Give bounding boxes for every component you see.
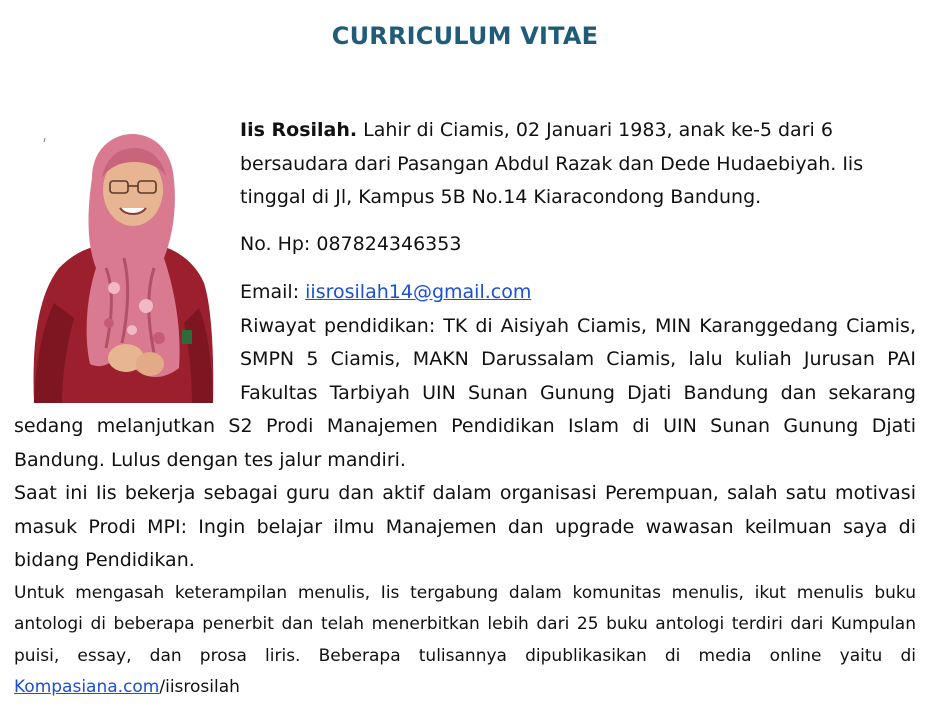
email-link[interactable]: iisrosilah14@gmail.com (305, 281, 532, 303)
profile-photo (14, 118, 228, 408)
intro-text: Lahir di Ciamis, 02 Januari 1983, anak ke-5 dari 6 bersaudara dari Pasangan Abdul Razak dan Dede Hudaebiyah. Iis tinggal di Jl, Kampus 5B No.14 Kiaracondong Bandung. (240, 119, 864, 208)
site-path: /iisrosilah (159, 677, 240, 697)
email-label: Email: (240, 281, 306, 303)
work-paragraph: Saat ini Iis bekerja sebagai guru dan aktif dalam organisasi Perempuan, salah satu motivasi masuk Prodi MPI: Ingin belajar ilmu Manajemen dan upgrade wawasan keilmuan saya di bidang Pendidikan. (14, 482, 916, 571)
writing-paragraph (14, 578, 916, 704)
writing-text: Untuk mengasah keterampilan menulis, Iis tergabung dalam komunitas menulis, ikut menulis buku antologi di beberapa penerbit dan telah menerbitkan lebih dari 25 buku antologi terdiri dari Kumpulan puisi, essay, dan prosa liris. Beberapa tulisannya dipublikasikan di media online yaitu di (14, 582, 916, 666)
kompasiana-link[interactable]: Kompasiana.com (14, 677, 160, 697)
person-name: Iis Rosilah. (240, 119, 358, 141)
cv-body (14, 114, 916, 704)
education-paragraph: Riwayat pendidikan: TK di Aisiyah Ciamis, MIN Karanggedang Ciamis, SMPN 5 Ciamis, MAKN Darussalam Ciamis, lalu kuliah Jurusan PAI Fakultas Tarbiyah UIN Sunan Gunung Djati Bandung dan sekarang sedang melanjutkan S2 Prodi Manajemen Pendidikan Islam di UIN Sunan Gunung Djati Bandung. Lulus dengan tes jalur mandiri. (14, 314, 916, 471)
page-title: CURRICULUM VITAE (331, 22, 599, 50)
phone-line: No. Hp: 087824346353 (240, 232, 462, 255)
